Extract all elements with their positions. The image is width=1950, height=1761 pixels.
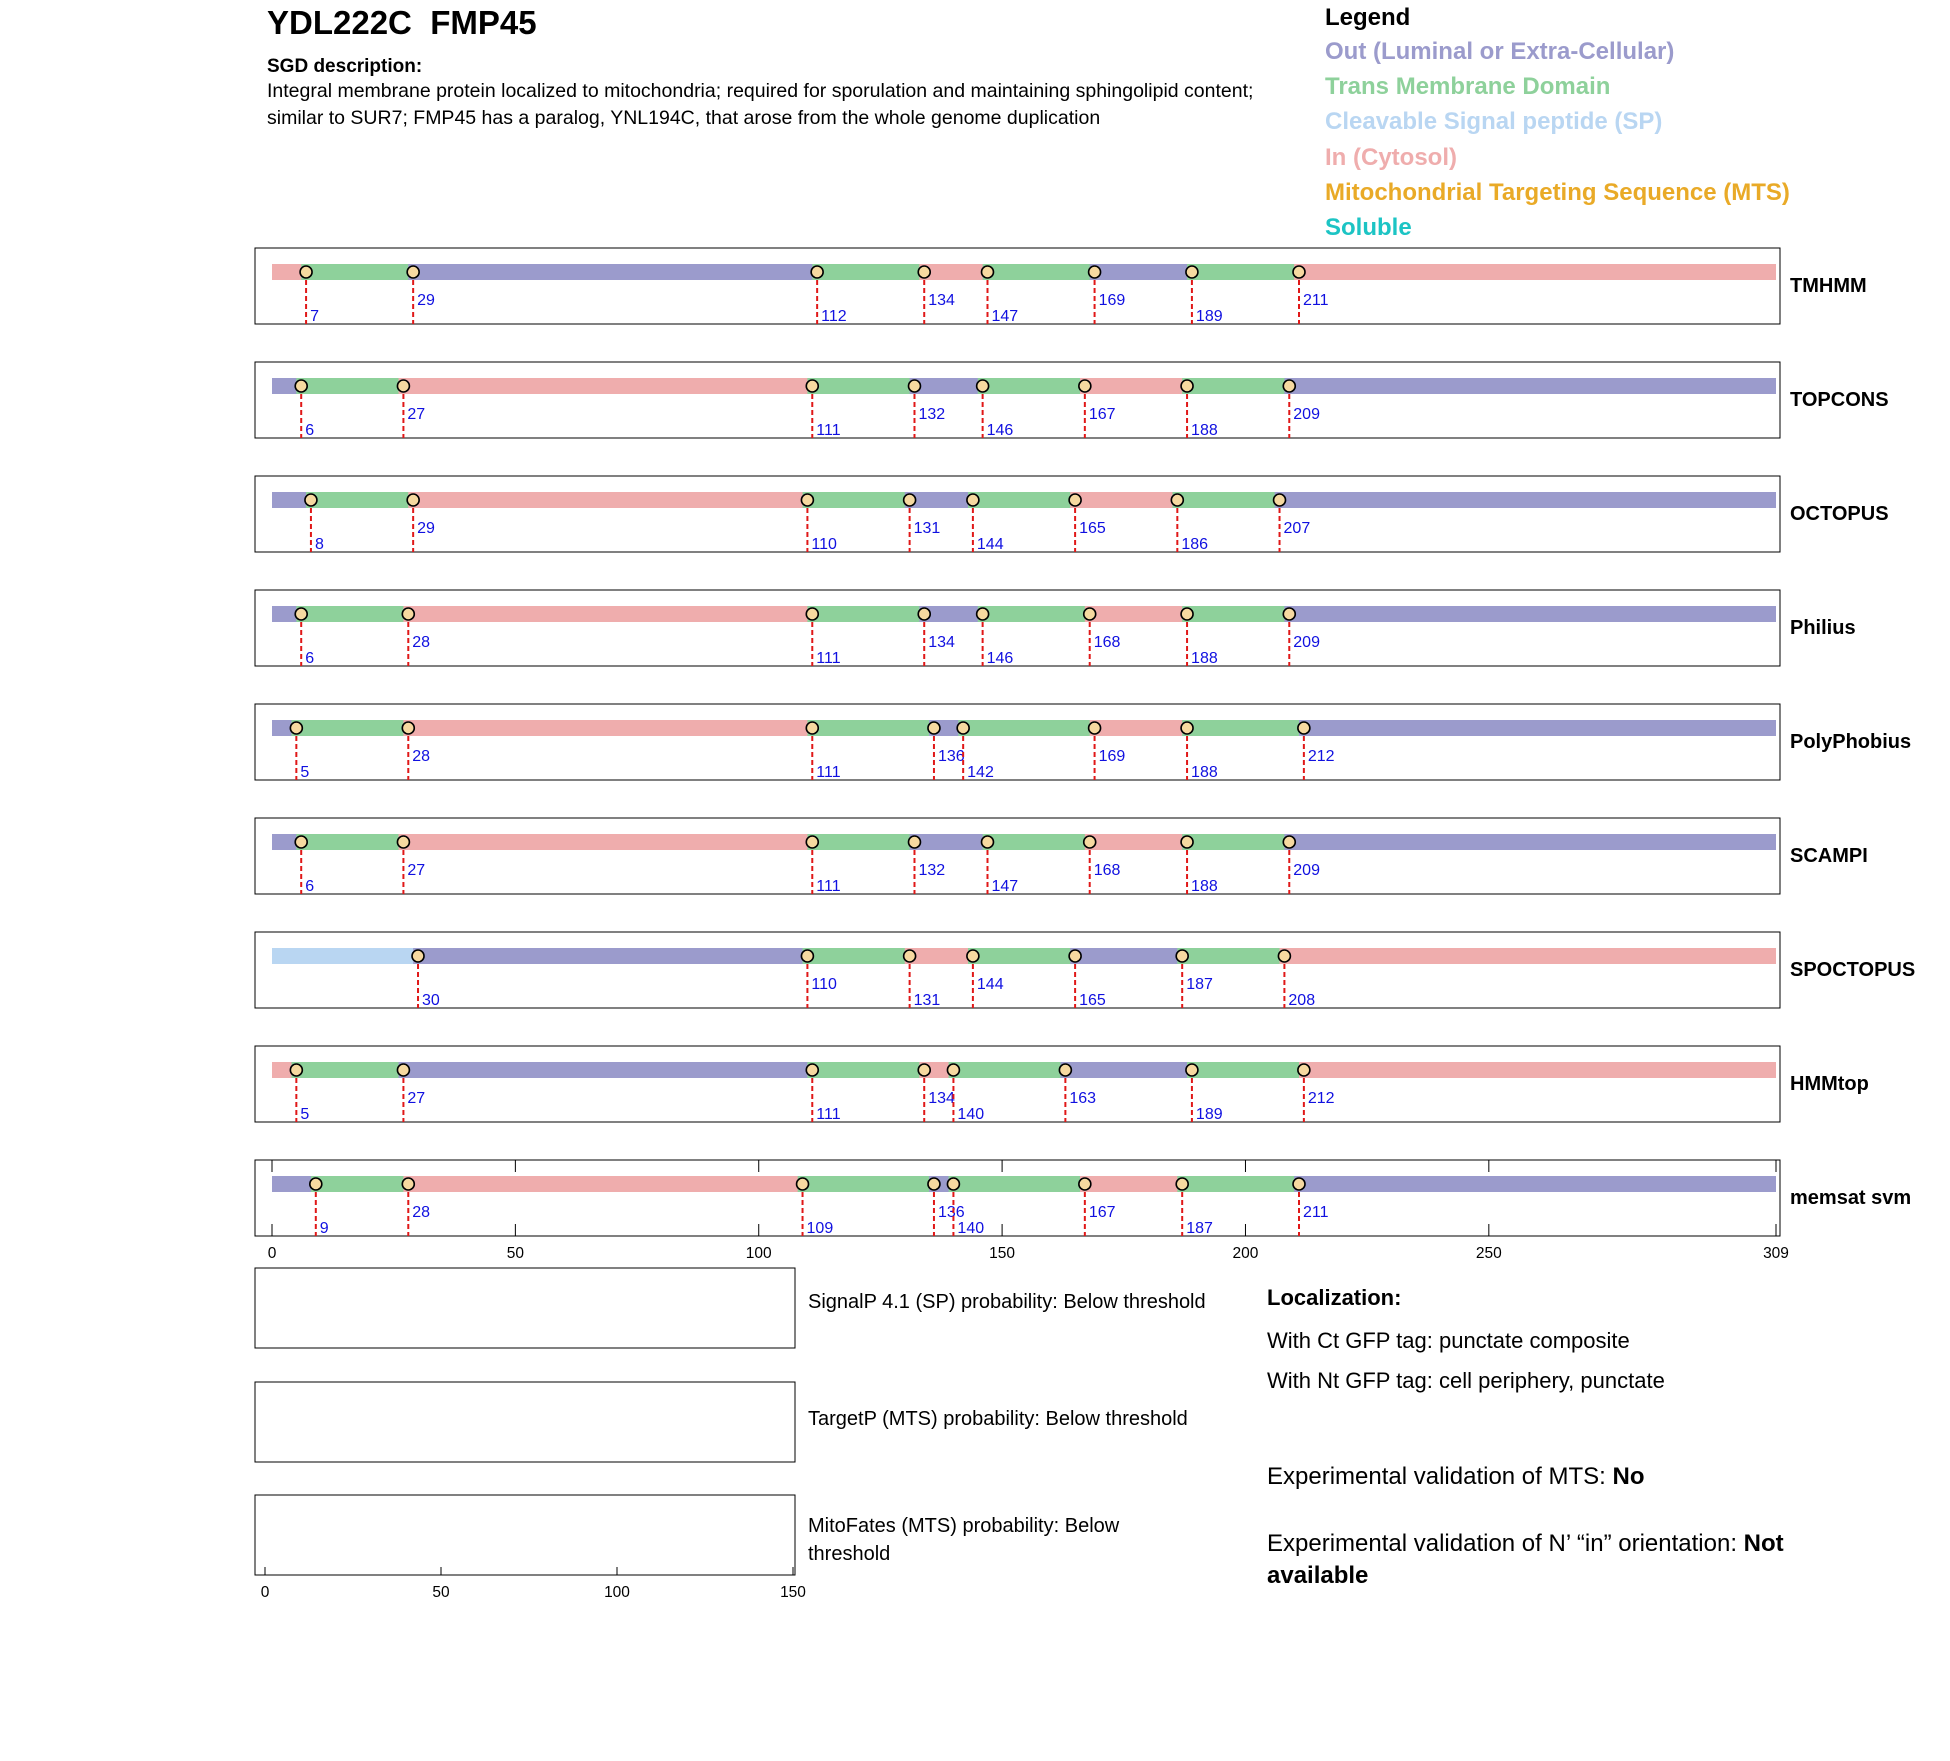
validation-orientation-label: Experimental validation of N’ “in” orientation:	[1267, 1530, 1744, 1557]
boundary-marker	[947, 1064, 959, 1076]
segment-tm	[296, 606, 408, 622]
boundary-label: 9	[319, 1220, 329, 1237]
boundary-marker	[908, 380, 920, 392]
boundary-label: 147	[991, 878, 1019, 895]
boundary-marker	[397, 836, 409, 848]
boundary-marker	[295, 836, 307, 848]
x-tick-label: 250	[1475, 1245, 1502, 1262]
segment-in	[1070, 492, 1177, 508]
boundary-label: 207	[1283, 520, 1311, 537]
boundary-marker	[1084, 608, 1096, 620]
predictor-box	[255, 362, 1780, 438]
boundary-marker	[947, 1178, 959, 1190]
boundary-label: 109	[806, 1220, 834, 1237]
boundary-marker	[806, 722, 818, 734]
x-tick-label: 50	[506, 1245, 524, 1262]
legend-item-mts: Mitochondrial Targeting Sequence (MTS)	[1325, 179, 1790, 206]
segment-out	[1294, 1176, 1776, 1192]
segment-out	[1070, 948, 1182, 964]
boundary-marker	[1283, 608, 1295, 620]
boundary-marker	[981, 836, 993, 848]
boundary-marker	[397, 1064, 409, 1076]
boundary-marker	[407, 494, 419, 506]
boundary-label: 8	[314, 536, 324, 553]
boundary-marker	[1181, 722, 1193, 734]
boundary-label: 147	[991, 308, 1019, 325]
boundary-label: 5	[300, 764, 310, 781]
boundary-label: 5	[300, 1106, 310, 1123]
segment-tm	[807, 834, 914, 850]
boundary-marker	[797, 1178, 809, 1190]
boundary-label: 136	[937, 1204, 965, 1221]
boundary-label: 209	[1293, 634, 1320, 651]
boundary-marker	[1181, 380, 1193, 392]
x-tick-label: 100	[745, 1245, 772, 1262]
boundary-marker	[402, 608, 414, 620]
boundary-marker	[1069, 494, 1081, 506]
segment-out	[1284, 606, 1776, 622]
segment-tm	[1187, 1062, 1304, 1078]
boundary-label: 188	[1191, 878, 1218, 895]
segment-in	[408, 492, 807, 508]
boundary-marker	[1176, 1178, 1188, 1190]
boundary-label: 136	[937, 748, 965, 765]
validation-mts-value: No	[1612, 1463, 1645, 1490]
segment-out	[1299, 720, 1776, 736]
segment-in	[403, 606, 812, 622]
boundary-label: 208	[1288, 992, 1316, 1009]
x-tick-label: 0	[267, 1245, 277, 1262]
boundary-label: 28	[412, 748, 431, 765]
predictor-label: SCAMPI	[1790, 845, 1868, 867]
boundary-label: 27	[407, 862, 426, 879]
prob-x-tick-label: 0	[260, 1584, 270, 1601]
boundary-marker	[295, 380, 307, 392]
predictor-label: OCTOPUS	[1790, 503, 1889, 525]
legend-item-in: In (Cytosol)	[1325, 144, 1457, 171]
boundary-label: 27	[407, 1090, 426, 1107]
legend-item-tm: Trans Membrane Domain	[1325, 73, 1611, 100]
boundary-label: 163	[1069, 1090, 1097, 1107]
boundary-marker	[1298, 722, 1310, 734]
predictor-label: Philius	[1790, 617, 1856, 639]
boundary-marker	[1171, 494, 1183, 506]
segment-in	[399, 378, 813, 394]
segment-tm	[807, 606, 924, 622]
segment-tm	[291, 720, 408, 736]
segment-out	[408, 264, 817, 280]
boundary-label: 110	[811, 536, 837, 553]
prob-x-tick-label: 150	[780, 1584, 806, 1601]
predictor-label: PolyPhobius	[1790, 731, 1912, 753]
segment-tm	[812, 264, 924, 280]
x-tick-label: 150	[989, 1245, 1016, 1262]
segment-tm	[968, 492, 1075, 508]
boundary-label: 111	[816, 878, 841, 895]
boundary-marker	[397, 380, 409, 392]
segment-out	[1090, 264, 1192, 280]
boundary-label: 167	[1088, 1204, 1116, 1221]
segment-tm	[1182, 378, 1289, 394]
predictor-box	[255, 1046, 1780, 1122]
boundary-label: 168	[1093, 634, 1121, 651]
boundary-marker	[801, 494, 813, 506]
boundary-marker	[290, 1064, 302, 1076]
boundary-marker	[1176, 950, 1188, 962]
boundary-marker	[1298, 1064, 1310, 1076]
segment-tm	[983, 264, 1095, 280]
validation-mts	[1267, 1461, 1867, 1493]
boundary-marker	[402, 722, 414, 734]
segment-tm	[296, 378, 403, 394]
segment-tm	[978, 378, 1085, 394]
predictor-box	[255, 1160, 1780, 1236]
segment-tm	[807, 1062, 924, 1078]
boundary-label: 212	[1307, 748, 1335, 765]
boundary-marker	[1274, 494, 1286, 506]
boundary-marker	[977, 380, 989, 392]
probability-box	[255, 1495, 795, 1575]
probability-box	[255, 1268, 795, 1348]
segment-out	[413, 948, 807, 964]
boundary-label: 140	[957, 1106, 985, 1123]
validation-orientation-value: Not available	[1267, 1530, 1784, 1589]
targetp-probability-text: TargetP (MTS) probability: Below threshold	[808, 1408, 1188, 1430]
segment-out	[1275, 492, 1776, 508]
segment-tm	[803, 948, 910, 964]
boundary-marker	[300, 266, 312, 278]
predictor-label: memsat svm	[1790, 1187, 1912, 1209]
boundary-marker	[305, 494, 317, 506]
signalp-probability-text: SignalP 4.1 (SP) probability: Below threshold	[808, 1291, 1206, 1313]
segment-tm	[311, 1176, 408, 1192]
segment-tm	[296, 834, 403, 850]
boundary-label: 111	[816, 422, 841, 439]
boundary-marker	[918, 266, 930, 278]
predictor-label: HMMtop	[1790, 1073, 1869, 1095]
boundary-marker	[806, 608, 818, 620]
boundary-label: 189	[1195, 1106, 1223, 1123]
segment-tm	[1177, 1176, 1299, 1192]
boundary-marker	[1079, 380, 1091, 392]
boundary-label: 110	[811, 976, 837, 993]
localization-nt: With Nt GFP tag: cell periphery, punctate	[1267, 1368, 1665, 1393]
boundary-marker	[908, 836, 920, 848]
boundary-label: 27	[407, 406, 426, 423]
boundary-label: 186	[1181, 536, 1209, 553]
boundary-label: 134	[928, 1090, 955, 1107]
legend-item-soluble: Soluble	[1325, 214, 1412, 241]
boundary-label: 140	[957, 1220, 985, 1237]
boundary-label: 30	[422, 992, 440, 1009]
localization-ct: With Ct GFP tag: punctate composite	[1267, 1328, 1630, 1353]
boundary-marker	[1079, 1178, 1091, 1190]
legend-title: Legend	[1325, 4, 1411, 31]
segment-tm	[306, 492, 413, 508]
segment-tm	[1177, 948, 1284, 964]
boundary-label: 131	[913, 992, 941, 1009]
boundary-label: 131	[913, 520, 941, 537]
boundary-label: 211	[1303, 292, 1329, 309]
segment-in	[1280, 948, 1776, 964]
boundary-label: 188	[1191, 764, 1218, 781]
segment-tm	[1182, 834, 1289, 850]
predictor-box	[255, 590, 1780, 666]
validation-mts-label: Experimental validation of MTS:	[1267, 1463, 1613, 1490]
boundary-label: 187	[1186, 1220, 1213, 1237]
boundary-marker	[1283, 836, 1295, 848]
legend-item-sp: Cleavable Signal peptide (SP)	[1325, 108, 1663, 135]
segment-in	[1294, 264, 1776, 280]
probability-box	[255, 1382, 795, 1462]
boundary-marker	[806, 1064, 818, 1076]
segment-tm	[949, 1176, 1085, 1192]
boundary-label: 212	[1307, 1090, 1335, 1107]
boundary-marker	[918, 1064, 930, 1076]
predictor-label: TMHMM	[1790, 275, 1867, 297]
boundary-marker	[1089, 266, 1101, 278]
boundary-marker	[957, 722, 969, 734]
boundary-label: 146	[986, 422, 1014, 439]
boundary-label: 188	[1191, 422, 1218, 439]
segment-out	[1284, 378, 1776, 394]
boundary-label: 168	[1093, 862, 1121, 879]
segment-out	[1061, 1062, 1192, 1078]
boundary-marker	[928, 1178, 940, 1190]
segment-in	[1085, 834, 1187, 850]
boundary-marker	[1069, 950, 1081, 962]
segment-tm	[1182, 606, 1289, 622]
predictor-box	[255, 704, 1780, 780]
boundary-label: 7	[310, 308, 319, 325]
boundary-marker	[1293, 266, 1305, 278]
boundary-marker	[1181, 836, 1193, 848]
segment-tm	[1182, 720, 1304, 736]
segment-in	[403, 720, 812, 736]
sgd-description-text: Integral membrane protein localized to mitochondria; required for sporulation and maintaining sphingolipid content; similar to SUR7; FMP45 has a paralog, YNL194C, that arose from the whole genome duplication	[267, 80, 1254, 129]
boundary-marker	[407, 266, 419, 278]
boundary-label: 167	[1088, 406, 1116, 423]
segment-tm	[291, 1062, 403, 1078]
boundary-label: 169	[1098, 292, 1126, 309]
boundary-marker	[412, 950, 424, 962]
boundary-label: 29	[417, 520, 435, 537]
boundary-marker	[402, 1178, 414, 1190]
boundary-label: 132	[918, 406, 946, 423]
boundary-marker	[295, 608, 307, 620]
boundary-label: 132	[918, 862, 946, 879]
boundary-marker	[1181, 608, 1193, 620]
segment-out	[1284, 834, 1776, 850]
boundary-marker	[801, 950, 813, 962]
boundary-marker	[806, 380, 818, 392]
boundary-marker	[310, 1178, 322, 1190]
boundary-marker	[290, 722, 302, 734]
boundary-label: 189	[1195, 308, 1223, 325]
boundary-label: 211	[1303, 1204, 1329, 1221]
boundary-label: 6	[305, 650, 315, 667]
localization-title: Localization:	[1267, 1285, 1402, 1310]
segment-sp	[272, 948, 418, 964]
segment-tm	[807, 378, 914, 394]
boundary-marker	[1293, 1178, 1305, 1190]
boundary-marker	[981, 266, 993, 278]
boundary-marker	[1283, 380, 1295, 392]
segment-tm	[983, 834, 1090, 850]
segment-tm	[803, 492, 910, 508]
boundary-marker	[928, 722, 940, 734]
boundary-label: 188	[1191, 650, 1218, 667]
boundary-marker	[918, 608, 930, 620]
segment-tm	[301, 264, 413, 280]
boundary-label: 134	[928, 292, 955, 309]
segment-out	[399, 1062, 813, 1078]
boundary-label: 29	[417, 292, 435, 309]
segment-tm	[1172, 492, 1279, 508]
predictor-label: SPOCTOPUS	[1790, 959, 1916, 981]
sgd-description-label: SGD description:	[267, 56, 423, 77]
segment-tm	[1187, 264, 1299, 280]
mitofates-probability-text: MitoFates (MTS) probability: Below threshold	[808, 1515, 1120, 1565]
boundary-marker	[1059, 1064, 1071, 1076]
predictor-box	[255, 932, 1780, 1008]
boundary-label: 187	[1186, 976, 1213, 993]
predictor-label: TOPCONS	[1790, 389, 1889, 411]
prob-x-tick-label: 100	[604, 1584, 630, 1601]
boundary-marker	[904, 950, 916, 962]
validation-orientation	[1267, 1528, 1867, 1592]
segment-in	[399, 834, 813, 850]
prob-x-tick-label: 50	[432, 1584, 450, 1601]
x-tick-label: 200	[1232, 1245, 1259, 1262]
boundary-marker	[977, 608, 989, 620]
boundary-marker	[1186, 266, 1198, 278]
segment-in	[1080, 378, 1187, 394]
boundary-label: 6	[305, 422, 315, 439]
boundary-label: 28	[412, 634, 431, 651]
segment-tm	[968, 948, 1075, 964]
segment-in	[1090, 720, 1187, 736]
boundary-marker	[967, 494, 979, 506]
boundary-label: 111	[816, 1106, 841, 1123]
segment-tm	[798, 1176, 934, 1192]
boundary-label: 142	[967, 764, 994, 781]
boundary-label: 111	[816, 764, 841, 781]
boundary-marker	[904, 494, 916, 506]
boundary-marker	[806, 836, 818, 848]
gene-title: YDL222C FMP45	[267, 4, 537, 41]
boundary-label: 6	[305, 878, 315, 895]
boundary-label: 146	[986, 650, 1014, 667]
boundary-marker	[1186, 1064, 1198, 1076]
segment-tm	[949, 1062, 1066, 1078]
segment-in	[1299, 1062, 1776, 1078]
boundary-marker	[811, 266, 823, 278]
predictor-box	[255, 476, 1780, 552]
boundary-marker	[1278, 950, 1290, 962]
boundary-label: 112	[821, 308, 847, 325]
segment-in	[403, 1176, 802, 1192]
x-tick-label: 309	[1763, 1245, 1789, 1262]
boundary-label: 169	[1098, 748, 1126, 765]
boundary-marker	[967, 950, 979, 962]
boundary-marker	[1084, 836, 1096, 848]
boundary-label: 209	[1293, 406, 1320, 423]
legend-item-out: Out (Luminal or Extra-Cellular)	[1325, 38, 1675, 65]
boundary-label: 165	[1079, 520, 1106, 537]
segment-out	[910, 834, 988, 850]
boundary-label: 165	[1079, 992, 1106, 1009]
segment-tm	[958, 720, 1094, 736]
segment-tm	[978, 606, 1090, 622]
boundary-marker	[1089, 722, 1101, 734]
boundary-label: 134	[928, 634, 955, 651]
boundary-label: 28	[412, 1204, 431, 1221]
boundary-label: 209	[1293, 862, 1320, 879]
segment-in	[1085, 606, 1187, 622]
boundary-label: 144	[976, 536, 1004, 553]
boundary-label: 144	[976, 976, 1004, 993]
boundary-label: 111	[816, 650, 841, 667]
segment-tm	[807, 720, 934, 736]
segment-in	[1080, 1176, 1182, 1192]
